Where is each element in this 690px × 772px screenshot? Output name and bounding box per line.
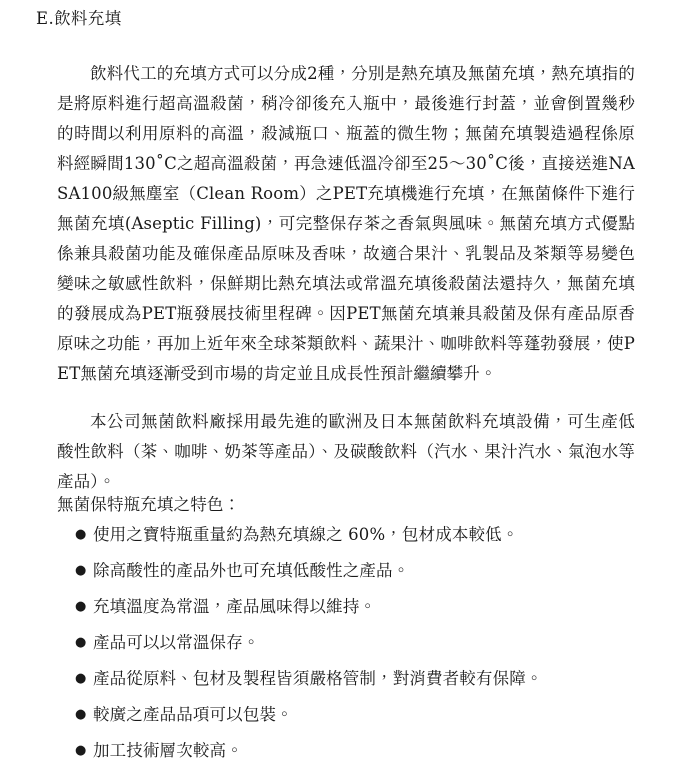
list-item xyxy=(75,628,635,658)
list-item xyxy=(75,736,635,766)
body-paragraph-2: 本公司無菌飲料廠採用最先進的歐洲及日本無菌飲料充填設備，可生產低酸性飲料（茶、咖啡、奶茶等產品）、及碳酸飲料（汽水、果汁汽水、氣泡水等產品）。 xyxy=(57,411,635,491)
list-item-label: 除高酸性的產品外也可充填低酸性之產品。 xyxy=(93,561,410,580)
feature-list-intro: 無菌保特瓶充填之特色： xyxy=(57,495,241,514)
list-item-label: 使用之寶特瓶重量約為熱充填線之 60%，包材成本較低。 xyxy=(93,525,519,544)
list-item-label: 加工技術層次較高。 xyxy=(93,741,243,760)
bullet-point-icon: ● xyxy=(75,671,87,686)
section-heading: E.飲料充填 xyxy=(36,9,122,28)
bullet-point-icon: ● xyxy=(75,599,87,614)
list-item-label: 產品可以以常溫保存。 xyxy=(93,633,260,652)
feature-bullet-list xyxy=(75,520,635,772)
body-paragraph-1: 飲料代工的充填方式可以分成2種，分別是熱充填及無菌充填，熱充填指的是將原料進行超高溫殺菌，稍冷卻後充入瓶中，最後進行封蓋，並會倒置幾秒的時間以利用原料的高溫，殺減瓶口、瓶蓋的微生物；無菌充填製造過程係原料經瞬間130˚C之超高溫殺菌，再急速低溫冷卻至25～30˚C後，直接送進NASA100級無塵室（Clean Room）之PET充填機進行充填，在無菌條件下進行無菌充填(Aseptic Filling)，可完整保存茶之香氣與風味。無菌充填方式優點係兼具殺菌功能及確保產品原味及香味，故適合果汁、乳製品及茶類等易變色變味之敏感性飲料，保鮮期比熱充填法或常溫充填後殺菌法還持久，無菌充填的發展成為PET瓶發展技術里程碑。因PET無菌充填兼具殺菌及保有產品原香原味之功能，再加上近年來全球茶類飲料、蔬果汁、咖啡飲料等蓬勃發展，使PET無菌充填逐漸受到市場的肯定並且成長性預計繼續攀升。 xyxy=(57,63,635,383)
bullet-point-icon: ● xyxy=(75,527,87,542)
list-item xyxy=(75,700,635,730)
bullet-point-icon: ● xyxy=(75,635,87,650)
bullet-point-icon: ● xyxy=(75,707,87,722)
list-item xyxy=(75,664,635,694)
list-item-label: 充填溫度為常溫，產品風味得以維持。 xyxy=(93,597,377,616)
list-item-label: 較廣之產品品項可以包裝。 xyxy=(93,705,293,724)
list-item-label: 產品從原料、包材及製程皆須嚴格管制，對消費者較有保障。 xyxy=(93,669,543,688)
bullet-point-icon: ● xyxy=(75,563,87,578)
bullet-point-icon: ● xyxy=(75,743,87,758)
list-item xyxy=(75,556,635,586)
list-item xyxy=(75,592,635,622)
list-item xyxy=(75,520,635,550)
